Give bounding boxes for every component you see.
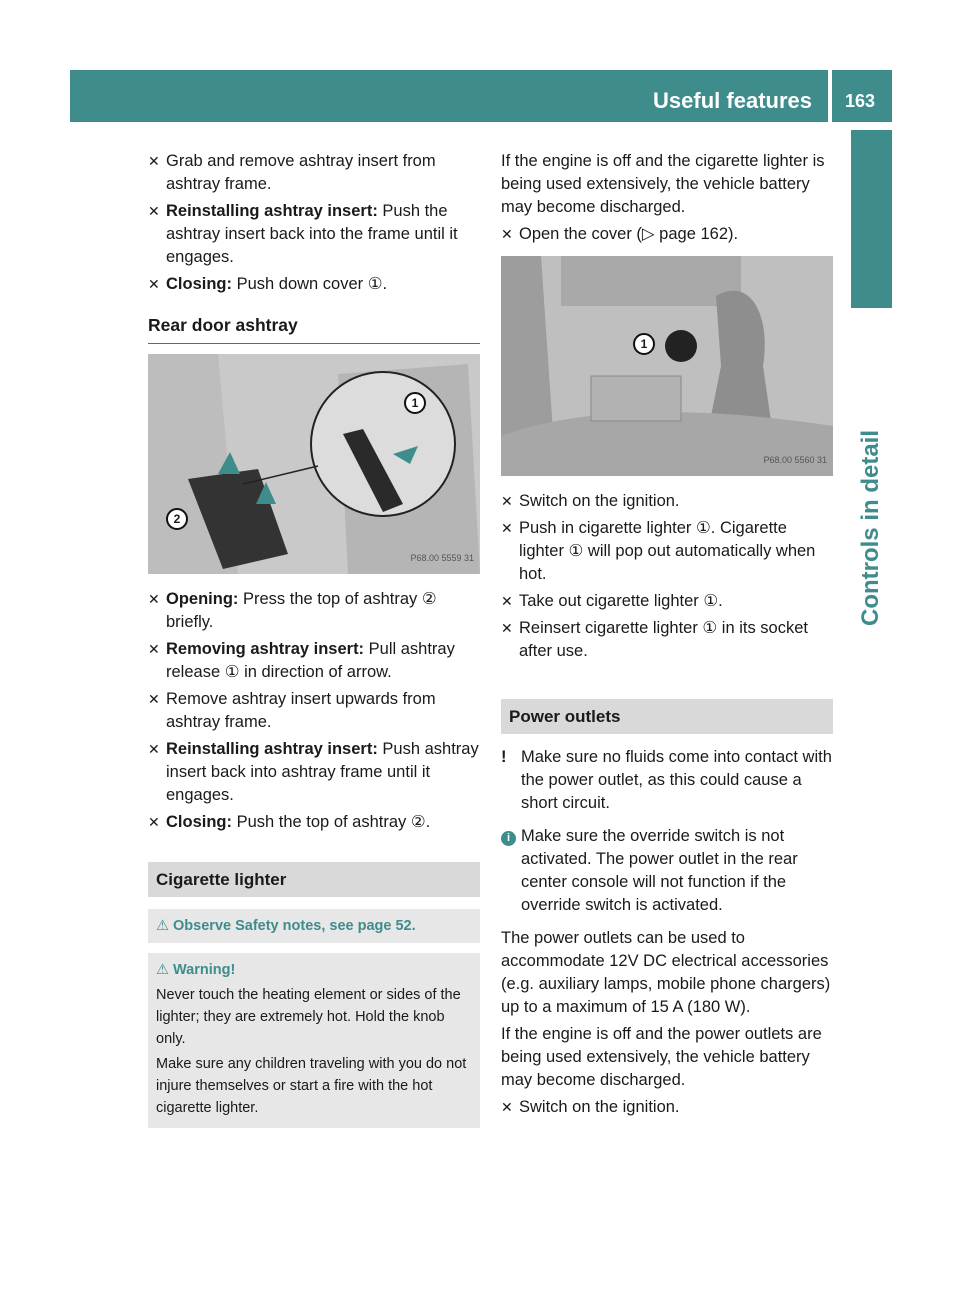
step-arrow-icon: ✕ [148,153,160,169]
info-note: i Make sure the override switch is not activated. The power outlet in the rear center console will not function if the override switch is activated. [501,825,833,917]
side-tab-block [851,130,892,308]
step-open-cover: ✕ Open the cover (▷ page 162). [501,223,833,246]
step-arrow-icon: ✕ [148,741,160,757]
warning-text-2: Make sure any children traveling with you do not injure themselves or start a fire with the hot cigarette lighter. [156,1056,467,1116]
step-arrow-icon: ✕ [148,691,160,707]
info-icon: i [501,831,516,846]
figure-code: P68.00 5560 31 [763,455,827,465]
step-switch-ignition: ✕ Switch on the ignition. [501,490,833,513]
warning-triangle-icon: ⚠ [156,918,169,934]
rear-door-ashtray-title: Rear door ashtray [148,314,480,344]
safety-notes-link[interactable]: Observe Safety notes, see page 52. [173,918,416,934]
callout-1: 1 [633,333,655,355]
intro-paragraph: If the engine is off and the cigarette lighter is being used extensively, the vehicle battery may become discharged. [501,152,825,216]
step-arrow-icon: ✕ [148,203,160,219]
side-tab-label [851,318,892,738]
left-column [148,150,480,1138]
warning-title: Warning! [173,962,236,978]
rear-ashtray-figure [148,354,480,574]
rear-ashtray-illustration [148,354,480,574]
warning-box [148,953,480,1128]
power-outlets-heading: Power outlets [501,699,833,734]
step-reinstalling-insert: ✕ Reinstalling ashtray insert: Push ashtray insert back into ashtray frame until it engages. [148,740,479,804]
figure-code: P68.00 5559 31 [410,553,474,563]
header-title: Useful features [653,88,812,113]
step-arrow-icon: ✕ [501,493,513,509]
step-switch-ignition-2: ✕ Switch on the ignition. [501,1096,833,1119]
step-take-out-lighter: ✕ Take out cigarette lighter ①. [501,590,833,613]
step-arrow-icon: ✕ [148,814,160,830]
power-outlets-paragraph-1: The power outlets can be used to accommodate 12V DC electrical accessories (e.g. auxiliary lamps, mobile phone chargers) up to a maximum of 15 A (180 W). [501,929,831,1016]
warning-triangle-icon: ⚠ [156,962,169,978]
step-arrow-icon: ✕ [148,641,160,657]
step-reinsert-lighter: ✕ Reinsert cigarette lighter ① in its socket after use. [501,619,808,660]
caution-note: ! Make sure no fluids come into contact with the power outlet, as this could cause a short circuit. [501,748,832,812]
warning-text-1: Never touch the heating element or sides of the lighter; they are extremely hot. Hold the knob only. [156,987,461,1047]
step-arrow-icon: ✕ [501,520,513,536]
step-arrow-icon: ✕ [501,593,513,609]
callout-2: 2 [166,508,188,530]
step-arrow-icon: ✕ [501,620,513,636]
step-arrow-icon: ✕ [148,276,160,292]
right-column [501,150,833,1123]
callout-1: 1 [404,392,426,414]
step-removing-insert: ✕ Removing ashtray insert: Pull ashtray release ① in direction of arrow. [148,640,455,681]
step-opening: ✕ Opening: Press the top of ashtray ② briefly. [148,590,437,631]
step-arrow-icon: ✕ [501,226,513,242]
step-arrow-icon: ✕ [148,591,160,607]
side-tab-text: Controls in detail [857,429,884,627]
page-number: 163 [844,91,876,111]
step-close-cover: ✕ Closing: Push down cover ①. [148,273,480,296]
exclamation-icon: ! [501,748,507,766]
step-push-lighter: ✕ Push in cigarette lighter ①. Cigarette lighter ① will pop out automatically when hot. [501,519,816,583]
step-remove-upwards: ✕ Remove ashtray insert upwards from ashtray frame. [148,690,436,731]
header-bar [70,70,892,122]
cigarette-lighter-illustration [501,256,833,476]
safety-notes-box [148,909,480,943]
step-grab: ✕ Grab and remove ashtray insert from ashtray frame. [148,152,436,193]
step-closing: ✕ Closing: Push the top of ashtray ②. [148,811,480,834]
power-outlets-paragraph-2: If the engine is off and the power outlets are being used extensively, the vehicle battery may become discharged. [501,1025,822,1089]
cigarette-lighter-figure [501,256,833,476]
step-arrow-icon: ✕ [501,1099,513,1115]
step-reinstall-insert: ✕ Reinstalling ashtray insert: Push the ashtray insert back into the frame until it engages. [148,202,458,266]
cigarette-lighter-heading: Cigarette lighter [148,862,480,897]
